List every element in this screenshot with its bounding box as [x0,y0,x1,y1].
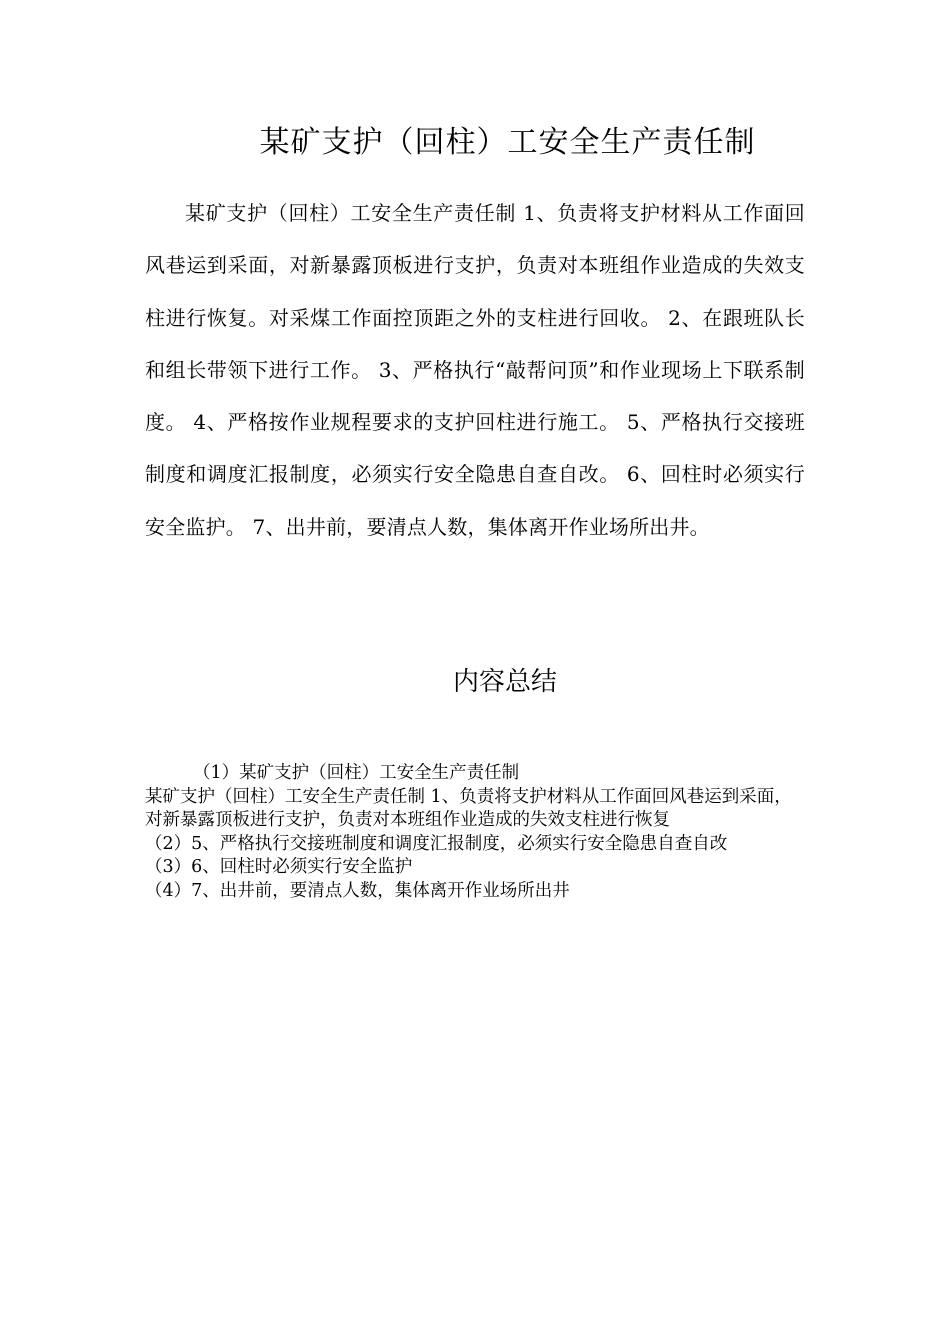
summary-item-1-detail: 某矿支护（回柱）工安全生产责任制 1、负责将支护材料从工作面回风巷运到采面，对新暴露顶板进行支护，负责对本班组作业造成的失效支柱进行恢复 [145,786,792,830]
summary-item-4 [145,880,805,904]
summary-item-2 [145,833,805,857]
document-title: 某矿支护（回柱）工安全生产责任制 [259,125,756,160]
document-body-paragraph: 某矿支护（回柱）工安全生产责任制 1、负责将支护材料从工作面回风巷运到采面，对新暴露顶板进行支护，负责对本班组作业造成的失效支柱进行恢复。对采煤工作面控顶距之外的支柱进行回收。 2、在跟班队长和组长带领下进行工作。 3、严格执行“敲帮问顶”和作业现场上下联系制度。 4、严格按作业规程要求的支护回柱进行施工。 5、严格执行交接班制度和调度汇报制度，必须实行安全隐患自查自改。 6、回柱时必须实行安全监护。 7、出井前，要清点人数，集体离开作业场所出井。 [145,201,805,539]
summary-list [145,762,805,903]
summary-item-2-number: （2） [145,833,192,854]
summary-heading: 内容总结 [452,667,557,697]
summary-item-4-number: （4） [145,880,192,901]
summary-item-2-text: 5、严格执行交接班制度和调度汇报制度，必须实行安全隐患自查自改 [191,833,728,854]
summary-item-3-number: （3） [145,857,192,877]
summary-item-3-text: 6、回柱时必须实行安全监护 [191,857,413,877]
summary-item-1-title [145,762,805,786]
summary-item-1-text: 某矿支护（回柱）工安全生产责任制 [239,763,520,783]
summary-item-3 [145,856,805,880]
summary-item-1-number: （1） [193,763,240,783]
summary-item-4-text: 7、出井前，要清点人数，集体离开作业场所出井 [191,880,570,901]
